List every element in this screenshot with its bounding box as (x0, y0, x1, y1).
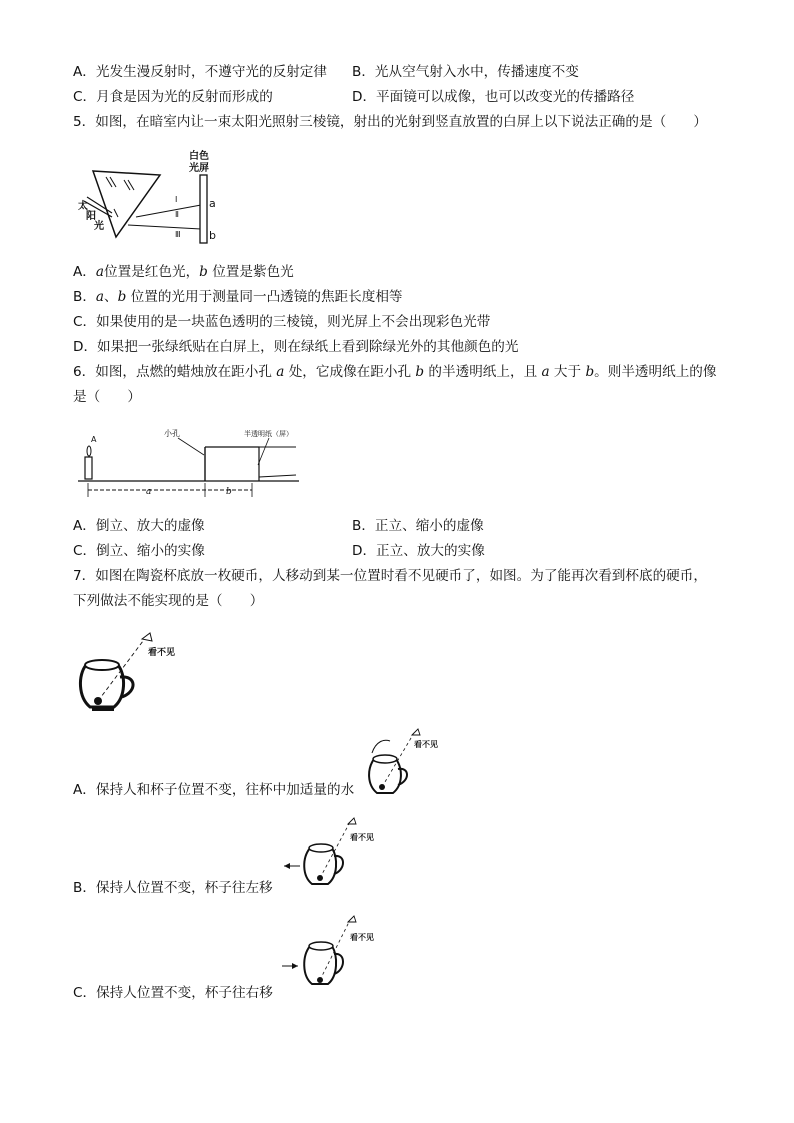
q4-option-a: A．光发生漫反射时，不遵守光的反射定律 (73, 64, 327, 80)
sun-label-1: 太 (78, 201, 88, 212)
q4-option-b: B．光从空气射入水中，传播速度不变 (352, 64, 579, 80)
q7-stem-1: 7．如图在陶瓷杯底放一枚硬币，人移动到某一位置时看不见硬币了，如图。为了能再次看到杯底的硬币， (73, 568, 707, 584)
candle-label: A (91, 435, 97, 444)
screen-label-1: 白色 (189, 151, 209, 162)
q4-option-d: D．平面镜可以成像，也可以改变光的传播路径 (352, 89, 635, 105)
label-a: a (209, 197, 216, 210)
q6-stem: 6．如图，点燃的蜡烛放在距小孔 a 处，它成像在距小孔 b 的半透明纸上，且 a 大于 b。则半透明纸上的像 (73, 364, 717, 380)
pinhole-label: 小孔 (164, 429, 180, 438)
cup-figure-b (280, 812, 390, 892)
q6-option-d: D．正立、放大的实像 (352, 543, 485, 559)
paper-label: 半透明纸（屏） (244, 430, 293, 438)
eye-icon (142, 633, 152, 641)
q7-stem-2: 下列做法不能实现的是（ ） (73, 593, 264, 609)
q6-option-b: B．正立、缩小的虚像 (352, 518, 484, 534)
prism-diagram (78, 147, 238, 247)
q7-option-b: B．保持人位置不变，杯子往左移 (73, 880, 273, 896)
cup-figure-a (362, 723, 442, 799)
cant-see-label: 看不见 (148, 648, 176, 658)
q5-option-d: D．如果把一张绿纸贴在白屏上，则在绿纸上看到除绿光外的其他颜色的光 (73, 339, 519, 355)
q5-option-c: C．如果使用的是一块蓝色透明的三棱镜，则光屏上不会出现彩色光带 (73, 314, 491, 330)
eye-icon (412, 729, 420, 735)
roman-3: Ⅲ (175, 230, 181, 239)
dist-a: a (146, 487, 152, 497)
cant-see-label-a: 看不见 (414, 740, 438, 749)
q4-option-c: C．月食是因为光的反射而形成的 (73, 89, 273, 105)
sun-label-2: 阳 (86, 211, 96, 222)
q6-option-c: C．倒立、缩小的实像 (73, 543, 205, 559)
water-pour (372, 740, 390, 753)
q5-stem: 5．如图，在暗室内让一束太阳光照射三棱镜，射出的光射到竖直放置的白屏上以下说法正确的是（ ） (73, 114, 707, 130)
label-b: b (209, 229, 216, 242)
cant-see-label-c: 看不见 (350, 933, 374, 942)
roman-2: Ⅱ (175, 210, 179, 219)
dist-b: b (226, 487, 232, 497)
roman-1: Ⅰ (175, 195, 178, 204)
q5-option-a: A．a位置是红色光，b 位置是紫色光 (73, 264, 294, 280)
candle (85, 457, 92, 479)
q5-option-b: B．a、b 位置的光用于测量同一凸透镜的焦距长度相等 (73, 289, 403, 305)
screen-label-2: 光屏 (189, 163, 209, 174)
camera-box (205, 447, 259, 481)
q7-option-c: C．保持人位置不变，杯子往右移 (73, 985, 273, 1001)
eye-icon (348, 916, 356, 922)
ray-bottom (128, 225, 201, 229)
q6-stem-cont: 是（ ） (73, 389, 141, 405)
q6-option-a: A．倒立、放大的虚像 (73, 518, 205, 534)
white-screen (200, 175, 207, 243)
ray-top (136, 205, 201, 217)
cant-see-label-b: 看不见 (350, 833, 374, 842)
cup-figure-main (76, 625, 186, 713)
eye-icon (348, 818, 356, 824)
flame (87, 446, 91, 456)
pinhole-diagram (74, 425, 304, 503)
q7-option-a: A．保持人和杯子位置不变，往杯中加适量的水 (73, 782, 355, 798)
cup-figure-c (280, 910, 390, 996)
sun-label-3: 光 (94, 221, 104, 232)
